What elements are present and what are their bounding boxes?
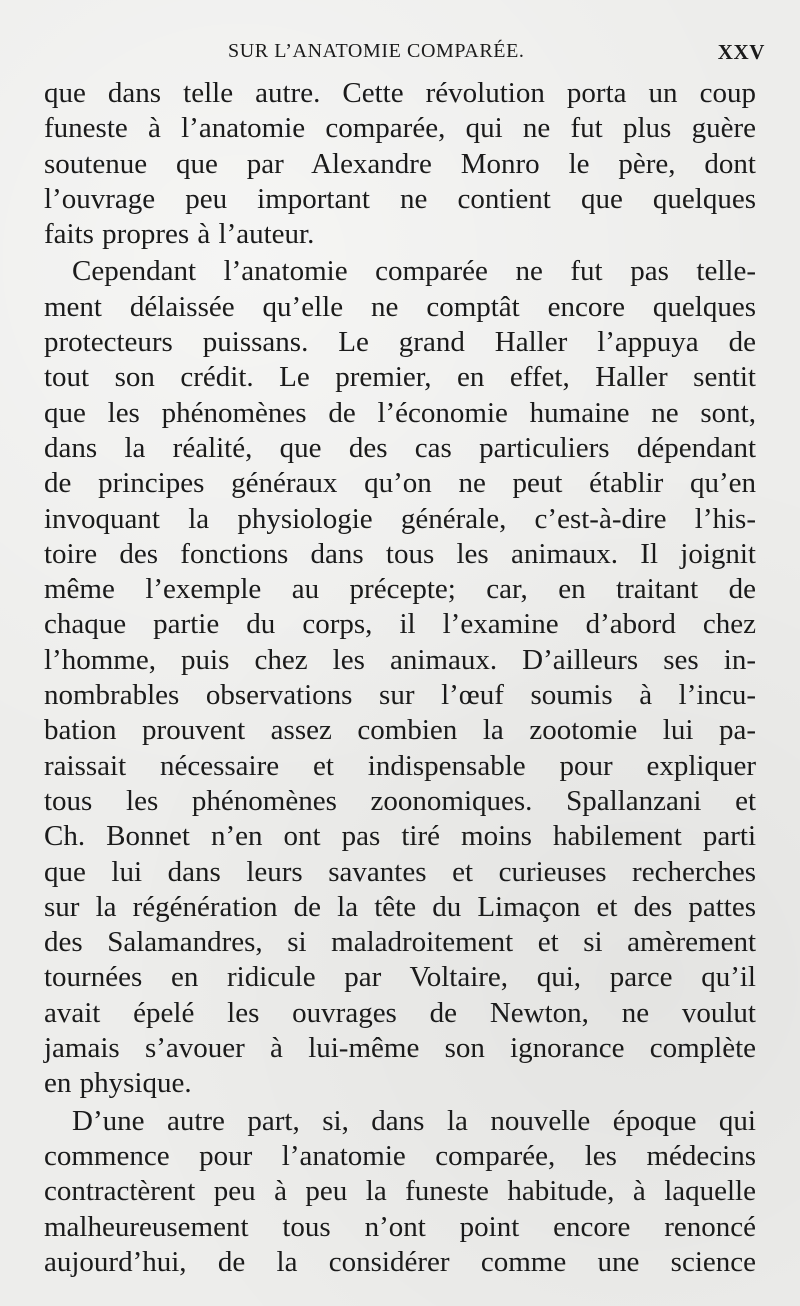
text-line: sur la régénération de la tête du Limaçon et des pattes	[44, 890, 756, 923]
text-line: nombrables observations sur l’œuf soumis à l’incu-	[44, 679, 756, 712]
text-line: tournées en ridicule par Voltaire, qui, parce qu’il	[44, 961, 756, 994]
text-line: dans la réalité, que des cas particuliers dépendant	[44, 431, 756, 464]
page-header	[0, 40, 800, 70]
page-number: XXV	[717, 40, 765, 64]
text-line: soutenue que par Alexandre Monro le père, dont	[44, 147, 756, 180]
running-title: SUR L’ANATOMIE COMPARÉE.	[228, 40, 525, 62]
paragraph-2	[44, 254, 756, 1101]
text-line: que les phénomènes de l’économie humaine ne sont,	[44, 396, 756, 429]
text-line: tous les phénomènes zoonomiques. Spallanzani et	[44, 784, 756, 817]
text-line: raissait nécessaire et indispensable pour expliquer	[44, 749, 756, 782]
text-line: avait épelé les ouvrages de Newton, ne voulut	[44, 996, 756, 1029]
text-line: D’une autre part, si, dans la nouvelle époque qui	[72, 1104, 756, 1137]
text-line: tout son crédit. Le premier, en effet, Haller sentit	[44, 361, 756, 394]
body-text	[44, 76, 756, 1280]
text-line: des Salamandres, si maladroitement et si amèrement	[44, 926, 756, 959]
text-line: même l’exemple au précepte; car, en traitant de	[44, 573, 756, 606]
text-line: Ch. Bonnet n’en ont pas tiré moins habilement parti	[44, 820, 756, 853]
text-line: que lui dans leurs savantes et curieuses recherches	[44, 855, 756, 888]
text-line: jamais s’avouer à lui-même son ignorance complète	[44, 1032, 756, 1065]
text-line: l’homme, puis chez les animaux. D’ailleurs ses in-	[44, 643, 756, 676]
text-line: de principes généraux qu’on ne peut établir qu’en	[44, 467, 756, 500]
text-line: bation prouvent assez combien la zootomie lui pa-	[44, 714, 756, 747]
text-line: faits propres à l’auteur.	[44, 218, 315, 251]
text-line: contractèrent peu à peu la funeste habitude, à laquelle	[44, 1175, 756, 1208]
text-line: toire des fonctions dans tous les animaux. Il joignit	[44, 537, 756, 570]
paragraph-3	[44, 1104, 756, 1280]
paragraph-1	[44, 76, 756, 252]
text-line: Cependant l’anatomie comparée ne fut pas telle-	[72, 255, 756, 288]
text-line: ment délaissée qu’elle ne comptât encore quelques	[44, 290, 756, 323]
text-line: malheureusement tous n’ont point encore renoncé	[44, 1210, 756, 1243]
text-line: chaque partie du corps, il l’examine d’abord chez	[44, 608, 756, 641]
text-line: commence pour l’anatomie comparée, les médecins	[44, 1139, 756, 1172]
text-line: en physique.	[44, 1067, 192, 1100]
text-line: que dans telle autre. Cette révolution porta un coup	[44, 77, 756, 109]
text-line: l’ouvrage peu important ne contient que quelques	[44, 182, 756, 215]
text-line: funeste à l’anatomie comparée, qui ne fut plus guère	[44, 112, 756, 145]
text-line: aujourd’hui, de la considérer comme une science	[44, 1245, 756, 1278]
text-line: protecteurs puissans. Le grand Haller l’appuya de	[44, 326, 756, 359]
text-line: invoquant la physiologie générale, c’est-à-dire l’his-	[44, 502, 756, 535]
